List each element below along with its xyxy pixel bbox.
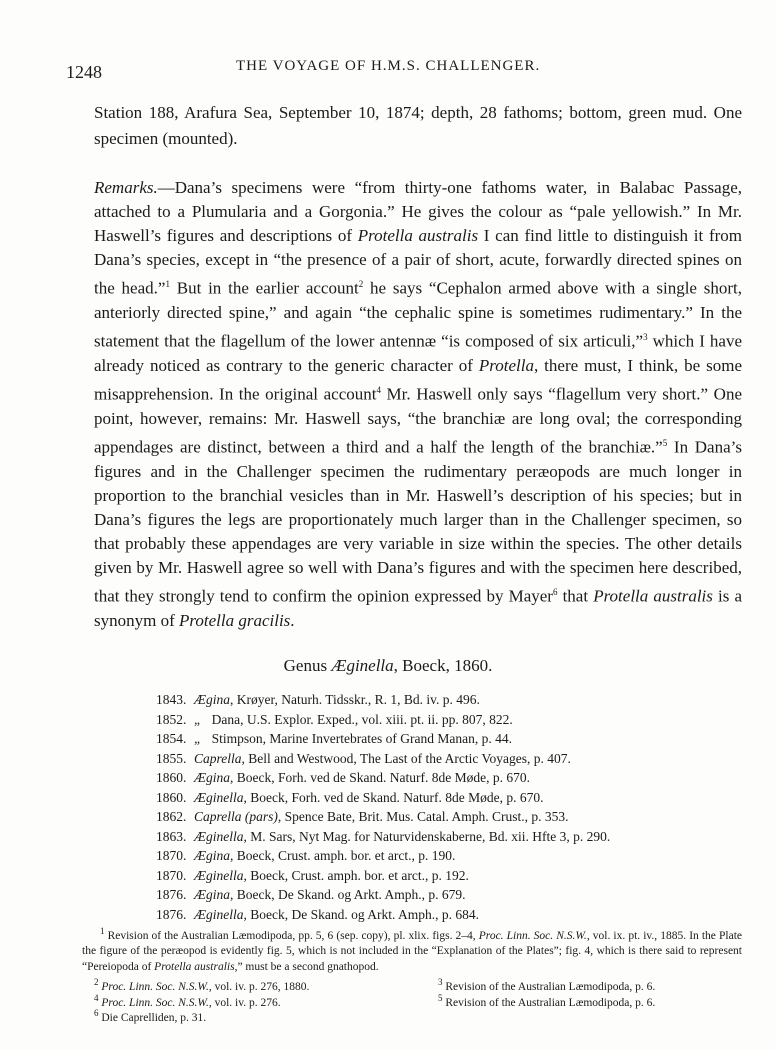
station-text: Station 188, Arafura Sea, September 10, 1874; depth, 28 fathoms; bottom, green mud. One specimen (mounted). — [94, 103, 742, 148]
synonymy-entry — [156, 729, 716, 749]
footnote-ref: 2 — [358, 279, 364, 290]
genus-authority: , Boeck, 1860. — [393, 656, 493, 675]
footnotes — [82, 924, 742, 1025]
remarks-segment: which I have already noticed as contrary to the generic character of — [94, 331, 742, 375]
synonymy-year: 1854. — [156, 731, 187, 746]
synonymy-year: 1870. — [156, 848, 187, 863]
footnote-text: , vol. ix. pt. iv., 1885. In the Plate the figure of the peræopod is evidently fig. 5, which is not included in the “Explanation of the Plates”; fig. 4, which is there said to represent “Pereiopoda of — [82, 929, 742, 973]
genus-name: Æginella — [331, 656, 394, 675]
remarks-segment: I can find little to distinguish it from Dana’s species, except in “the presence of a pair of short, acute, forwardly directed spines on the head.” — [94, 226, 742, 299]
footnote-text: Die Caprelliden, p. 31. — [98, 1012, 207, 1025]
synonymy-reference: , Boeck, De Skand. og Arkt. Amph., p. 679. — [230, 887, 466, 902]
synonymy-reference: , Krøyer, Naturh. Tidsskr., R. 1, Bd. iv. p. 496. — [230, 692, 480, 707]
synonymy-year: 1870. — [156, 867, 187, 883]
footnote-ref: 5 — [662, 437, 668, 448]
synonymy-taxon: Ægina — [194, 692, 231, 707]
synonymy-entry — [156, 846, 716, 866]
synonymy-reference: , Boeck, Forh. ved de Skand. Naturf. 8de Møde, p. 670. — [243, 789, 544, 805]
synonymy-entry — [156, 749, 716, 769]
synonymy-reference: , Bell and Westwood, The Last of the Arctic Voyages, p. 407. — [241, 750, 571, 766]
synonymy-year: 1860. — [156, 770, 187, 785]
footnote-text: Revision of the Australian Læmodipoda, p. 6. — [442, 996, 656, 1009]
remarks-segment: that — [557, 586, 594, 606]
remarks-segment: Mr. Haswell only says “flagellum very short.” One point, however, remains: Mr. Haswell says, “the branchiæ are long oval; the corresponding appendages are distinct, between a third and a half the length of the branchiæ.” — [94, 384, 742, 457]
footnote-1 — [82, 924, 742, 975]
synonymy-entry — [156, 768, 716, 788]
synonymy-taxon: Caprella — [194, 750, 242, 766]
synonymy-year: 1852. — [156, 711, 187, 727]
synonymy-taxon: Æginella — [194, 828, 244, 844]
synonymy-entry — [156, 866, 716, 886]
synonymy-entry — [156, 788, 716, 808]
genus-heading — [0, 656, 776, 676]
synonymy-reference: , M. Sars, Nyt Mag. for Naturvidenskaberne, Bd. xii. Hfte 3, p. 290. — [243, 828, 611, 844]
station-paragraph — [94, 100, 742, 152]
footnote-mark: 3 — [438, 977, 443, 988]
remarks-segment: . — [290, 610, 295, 630]
page-header — [66, 56, 726, 86]
remarks-segment: he says “Cephalon armed above with a single short, anteriorly directed spine,” and again “the cephalic spine is sometimes rudimentary.” In the statement that the flagellum of the lower antennæ “is composed of six articuli,” — [94, 279, 743, 351]
synonymy-taxon: „ — [194, 731, 202, 746]
synonymy-reference: , Boeck, De Skand. og Arkt. Amph., p. 684. — [243, 906, 479, 922]
remarks-segment: is a synonym of — [94, 586, 743, 630]
synonymy-entry — [156, 885, 716, 905]
synonymy-entry — [156, 690, 716, 710]
footnote-text: , vol. iv. p. 276. — [208, 996, 281, 1009]
footnote-species: Protella australis — [154, 960, 235, 973]
species-name: Protella gracilis — [179, 610, 291, 630]
synonymy-entry — [156, 827, 716, 847]
remarks-segment: —Dana’s specimens were “from thirty-one fathoms water, in Balabac Passage, attached to a Plumularia and a Gorgonia.” He gives the colour as “pale yellowish.” In Mr. Haswell’s figures and descriptions of — [94, 178, 742, 246]
remarks-label: Remarks. — [94, 178, 158, 197]
synonymy-taxon: Ægina — [194, 848, 231, 863]
footnote-row — [82, 1006, 742, 1025]
synonymy-year: 1862. — [156, 809, 187, 824]
synonymy-taxon: Æginella — [194, 789, 244, 805]
footnote-row — [82, 975, 742, 994]
remarks-paragraph — [94, 176, 742, 633]
footnote-ref: 6 — [552, 587, 558, 598]
remarks-segment: , there must, I think, be some misapprehension. In the original account — [94, 355, 742, 404]
synonymy-entry — [156, 807, 716, 827]
footnote-mark: 5 — [438, 992, 443, 1003]
genus-name: Protella — [478, 355, 534, 375]
footnote-journal: Proc. Linn. Soc. N.S.W. — [101, 996, 209, 1009]
synonymy-taxon: „ — [194, 711, 202, 727]
footnote-ref: 1 — [165, 279, 170, 290]
synonymy-reference: , Boeck, Crust. amph. bor. et arct., p. 190. — [230, 848, 456, 863]
synonymy-reference: Dana, U.S. Explor. Exped., vol. xiii. pt. ii. pp. 807, 822. — [201, 711, 513, 727]
synonymy-taxon: Ægina — [194, 887, 231, 902]
footnote-mark: 2 — [94, 977, 99, 988]
synonymy-reference: Stimpson, Marine Invertebrates of Grand Manan, p. 44. — [201, 731, 512, 746]
footnote-6 — [94, 1006, 206, 1026]
remarks-text — [94, 176, 742, 633]
remarks-segment: But in the earlier account — [169, 279, 359, 299]
footnote-journal: Proc. Linn. Soc. N.S.W. — [478, 929, 587, 942]
footnote-text: , vol. iv. p. 276, 1880. — [208, 981, 310, 994]
footnote-text: ,” must be a second gnathopod. — [234, 960, 379, 973]
synonymy-taxon: Ægina — [194, 770, 231, 785]
synonymy-year: 1876. — [156, 906, 187, 922]
species-name: Protella australis — [593, 586, 713, 606]
synonymy-year: 1860. — [156, 789, 187, 805]
synonymy-reference: , Boeck, Crust. amph. bor. et arct., p. 192. — [243, 867, 469, 883]
footnote-mark: 4 — [94, 992, 99, 1003]
page-number: 1248 — [66, 62, 102, 82]
synonymy-list — [156, 690, 716, 924]
footnote-mark: 6 — [94, 1008, 99, 1019]
synonymy-reference: , Boeck, Forh. ved de Skand. Naturf. 8de Møde, p. 670. — [230, 770, 530, 785]
remarks-segment: In Dana’s figures and in the Challenger specimen the rudimentary peræopods are much longer in proportion to the branchial vesicles than in Mr. Haswell’s description of his species; but in Dana’s figures the legs are proportionately much larger than in the Challenger specimen, so that probably these appendages are very variable in size within the species. The other details given by Mr. Haswell agree so well with Dana’s figures and with the specimen here described, that they strongly tend to confirm the opinion expressed by Mayer — [94, 437, 742, 606]
synonymy-entry — [156, 710, 716, 730]
footnote-text: Revision of the Australian Læmodipoda, p. 6. — [442, 981, 656, 994]
synonymy-taxon: Æginella — [194, 867, 244, 883]
synonymy-taxon: Caprella (pars) — [194, 809, 278, 824]
synonymy-year: 1855. — [156, 750, 187, 766]
synonymy-year: 1843. — [156, 692, 187, 707]
species-name: Protella australis — [357, 226, 479, 246]
synonymy-year: 1876. — [156, 887, 187, 902]
footnote-ref: 3 — [643, 332, 648, 343]
footnote-mark: 1 — [100, 926, 105, 936]
footnote-journal: Proc. Linn. Soc. N.S.W. — [101, 981, 209, 994]
footnote-text: Revision of the Australian Læmodipoda, pp. 5, 6 (sep. copy), pl. xlix. figs. 2–4, — [104, 929, 479, 942]
synonymy-taxon: Æginella — [194, 906, 244, 922]
footnote-row — [82, 991, 742, 1007]
genus-prefix: Genus — [283, 656, 332, 675]
synonymy-reference: , Spence Bate, Brit. Mus. Catal. Amph. Crust., p. 353. — [277, 809, 569, 824]
running-title: THE VOYAGE OF H.M.S. CHALLENGER. — [236, 58, 541, 74]
footnote-ref: 4 — [376, 385, 381, 396]
synonymy-year: 1863. — [156, 828, 187, 844]
synonymy-entry — [156, 905, 716, 925]
